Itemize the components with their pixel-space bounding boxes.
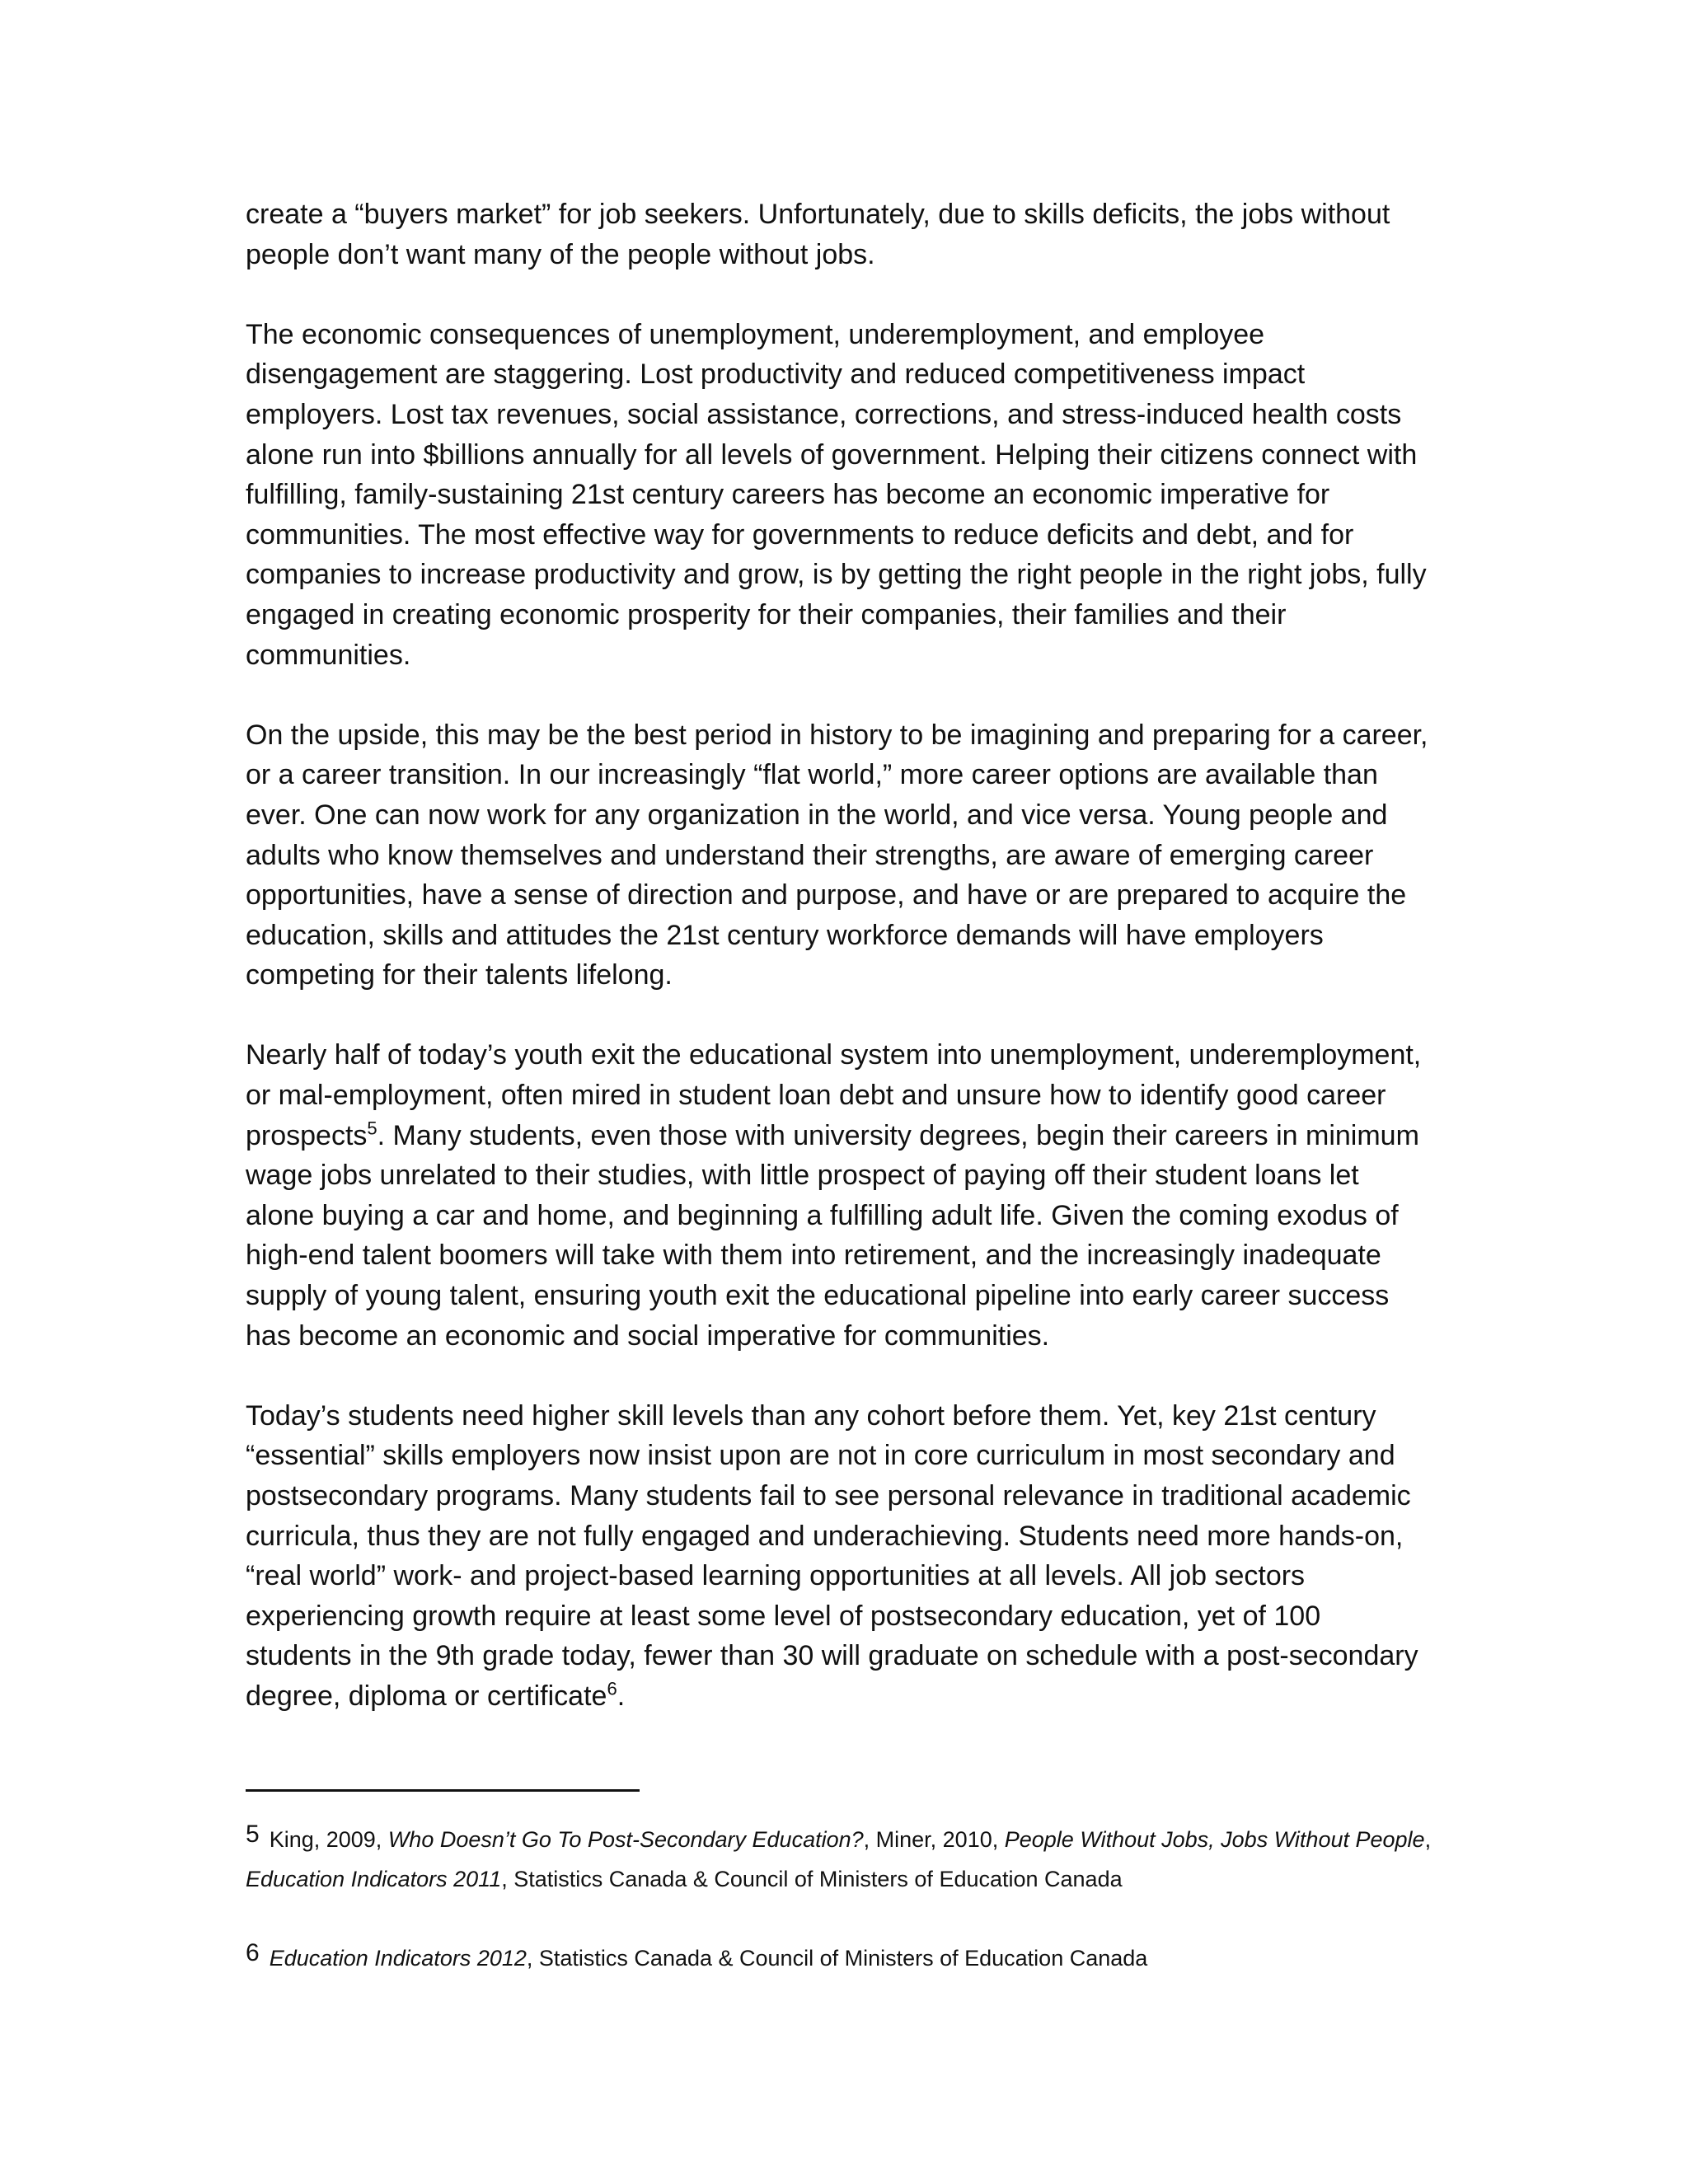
footnote-title: Who Doesn’t Go To Post-Secondary Education? [387,1827,864,1852]
footnotes [246,1815,1441,1978]
paragraph-4-text-b: . Many students, even those with university degrees, begin their careers in minimum wage jobs unrelated to their studies, with little prospect of paying off their student loans let alone buying a car and home, and beginning a fulfilling adult life. Given the coming exodus of high-end talent boomers will take with them into retirement, and the increasingly inadequate supply of young talent, ensuring youth exit the educational pipeline into early career success has become an economic and social imperative for communities. [246,1119,1419,1352]
footnote-ref-5: 5 [367,1118,377,1139]
footnote-text: , Statistics Canada & Council of Ministers of Education Canada [501,1867,1123,1891]
paragraph-5 [246,1396,1432,1717]
footnote-text: , Statistics Canada & Council of Ministers of Education Canada [526,1946,1148,1971]
footnote-text: , Miner, 2010, [863,1827,1005,1852]
paragraph-4 [246,1035,1432,1356]
paragraph-5-text-b: . [617,1680,626,1712]
footnote-title: People Without Jobs, Jobs Without People [1004,1827,1425,1852]
footnote-number: 6 [246,1939,260,1966]
footnote-number: 5 [246,1821,260,1848]
footnote-title: Education Indicators 2012 [269,1946,527,1971]
footnote-5 [246,1815,1441,1899]
footnote-ref-6: 6 [607,1678,617,1699]
footnote-6 [246,1933,1441,1978]
paragraph-1: create a “buyers market” for job seekers. Unfortunately, due to skills deficits, the jobs without people don’t want many of the people without jobs. [246,199,1390,270]
footnote-title: Education Indicators 2011 [246,1867,502,1891]
paragraph-5-text-a: Today’s students need higher skill levels than any cohort before them. Yet, key 21st century “essential” skills employers now insist upon are not in core curriculum in most secondary and postsecondary programs. Many students fail to see personal relevance in traditional academic curricula, thus they are not fully engaged and underachieving. Students need more hands-on, “real world” work- and project-based learning opportunities at all levels. All job sectors experiencing growth require at least some level of postsecondary education, yet of 100 students in the 9th grade today, fewer than 30 will graduate on schedule with a post-secondary degree, diploma or certificate [246,1399,1418,1712]
footnote-text: , [1424,1827,1432,1852]
body-text [246,194,1432,1717]
paragraph-2: The economic consequences of unemployment, underemployment, and employee disengagement are staggering. Lost productivity and reduced competitiveness impact employers. Lost tax revenues, social assistance, corrections, and stress-induced health costs alone run into $billions annually for all levels of government. Helping their citizens connect with fulfilling, family-sustaining 21st century careers has become an economic imperative for communities. The most effective way for governments to reduce deficits and debt, and for companies to increase productivity and grow, is by getting the right people in the right jobs, fully engaged in creating economic prosperity for their companies, their families and their communities. [246,318,1427,671]
footnote-separator [246,1789,640,1792]
paragraph-4-text-a: Nearly half of today’s youth exit the educational system into unemployment, underemployment, or mal-employment, often mired in student loan debt and unsure how to identify good career prospects [246,1039,1422,1151]
paragraph-3: On the upside, this may be the best period in history to be imagining and preparing for a career, or a career transition. In our increasingly “flat world,” more career options are available than ever. One can now work for any organization in the world, and vice versa. Young people and adults who know themselves and understand their strengths, are aware of emerging career opportunities, have a sense of direction and purpose, and have or are prepared to acquire the education, skills and attitudes the 21st century workforce demands will have employers competing for their talents lifelong. [246,719,1428,991]
footnote-text: King, 2009, [269,1827,388,1852]
